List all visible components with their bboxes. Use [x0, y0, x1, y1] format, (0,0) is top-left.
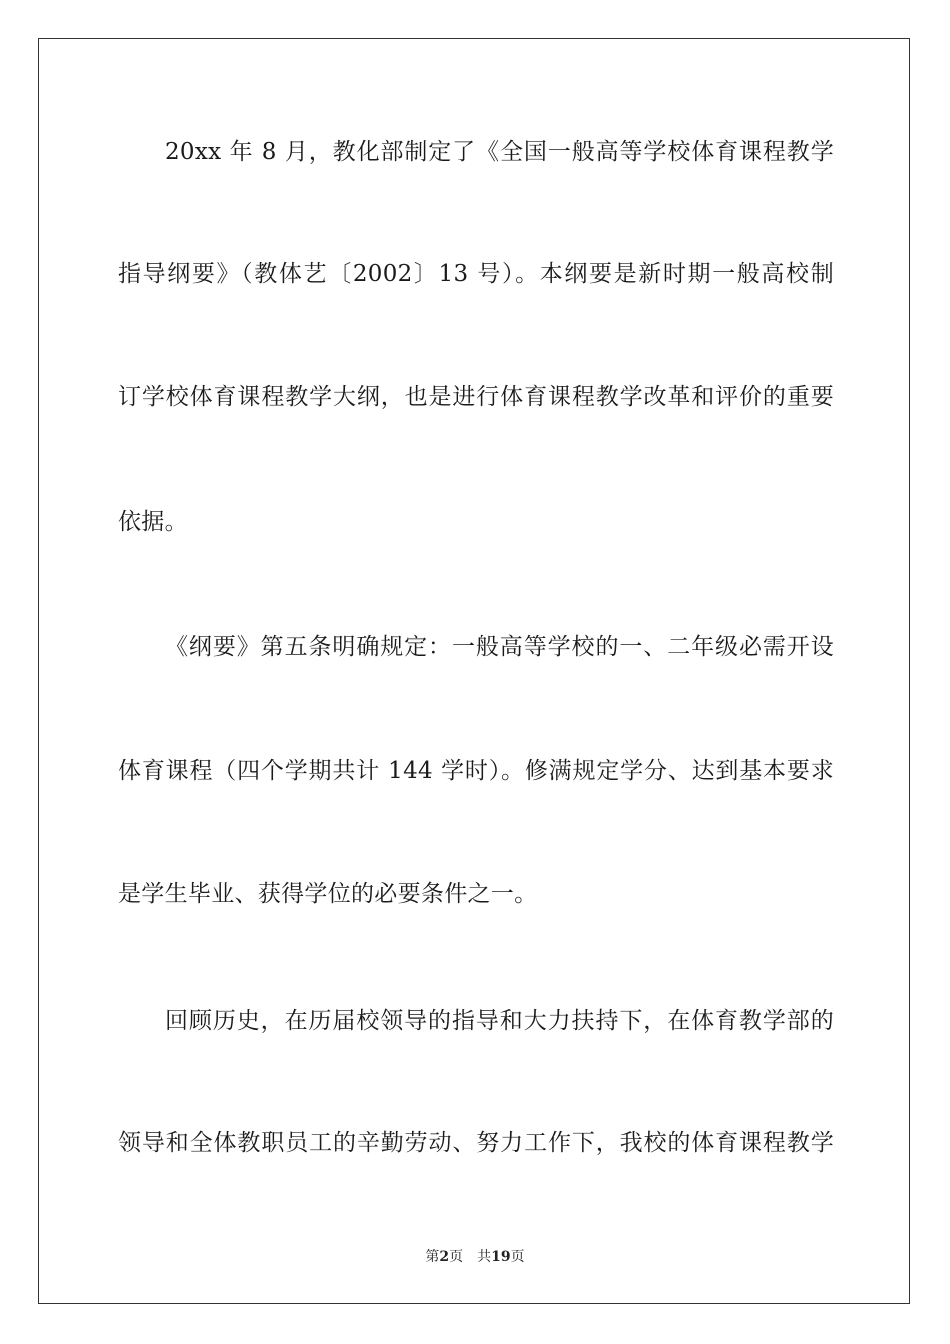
page-suffix: 页 — [449, 1249, 464, 1265]
paragraph-1-line-3: 订学校体育课程教学大纲，也是进行体育课程教学改革和评价的重要 — [118, 384, 834, 410]
paragraph-2-line-3: 是学生毕业、获得学位的必要条件之一。 — [118, 881, 538, 907]
page-number: 2 — [439, 1249, 450, 1265]
page-prefix: 第 — [425, 1249, 440, 1265]
paragraph-3-line-2: 领导和全体教职员工的辛勤劳动、努力工作下，我校的体育课程教学 — [118, 1130, 834, 1156]
paragraph-1-line-2: 指导纲要》（教体艺〔2002〕13 号）。本纲要是新时期一般高校制 — [118, 261, 834, 287]
total-prefix: 共 — [477, 1249, 492, 1265]
paragraph-1-line-1: 20xx 年 8 月，教化部制定了《全国一般高等学校体育课程教学 — [165, 139, 834, 165]
page-footer — [0, 1248, 950, 1266]
paragraph-2-line-2: 体育课程（四个学期共计 144 学时）。修满规定学分、达到基本要求 — [118, 758, 834, 784]
total-suffix: 页 — [510, 1249, 525, 1265]
total-pages: 19 — [491, 1249, 511, 1265]
paragraph-3-line-1: 回顾历史，在历届校领导的指导和大力扶持下，在体育教学部的 — [165, 1008, 834, 1034]
page-border — [38, 38, 910, 1304]
paragraph-2-line-1: 《纲要》第五条明确规定：一般高等学校的一、二年级必需开设 — [165, 634, 834, 660]
paragraph-1-line-4: 依据。 — [118, 509, 188, 535]
